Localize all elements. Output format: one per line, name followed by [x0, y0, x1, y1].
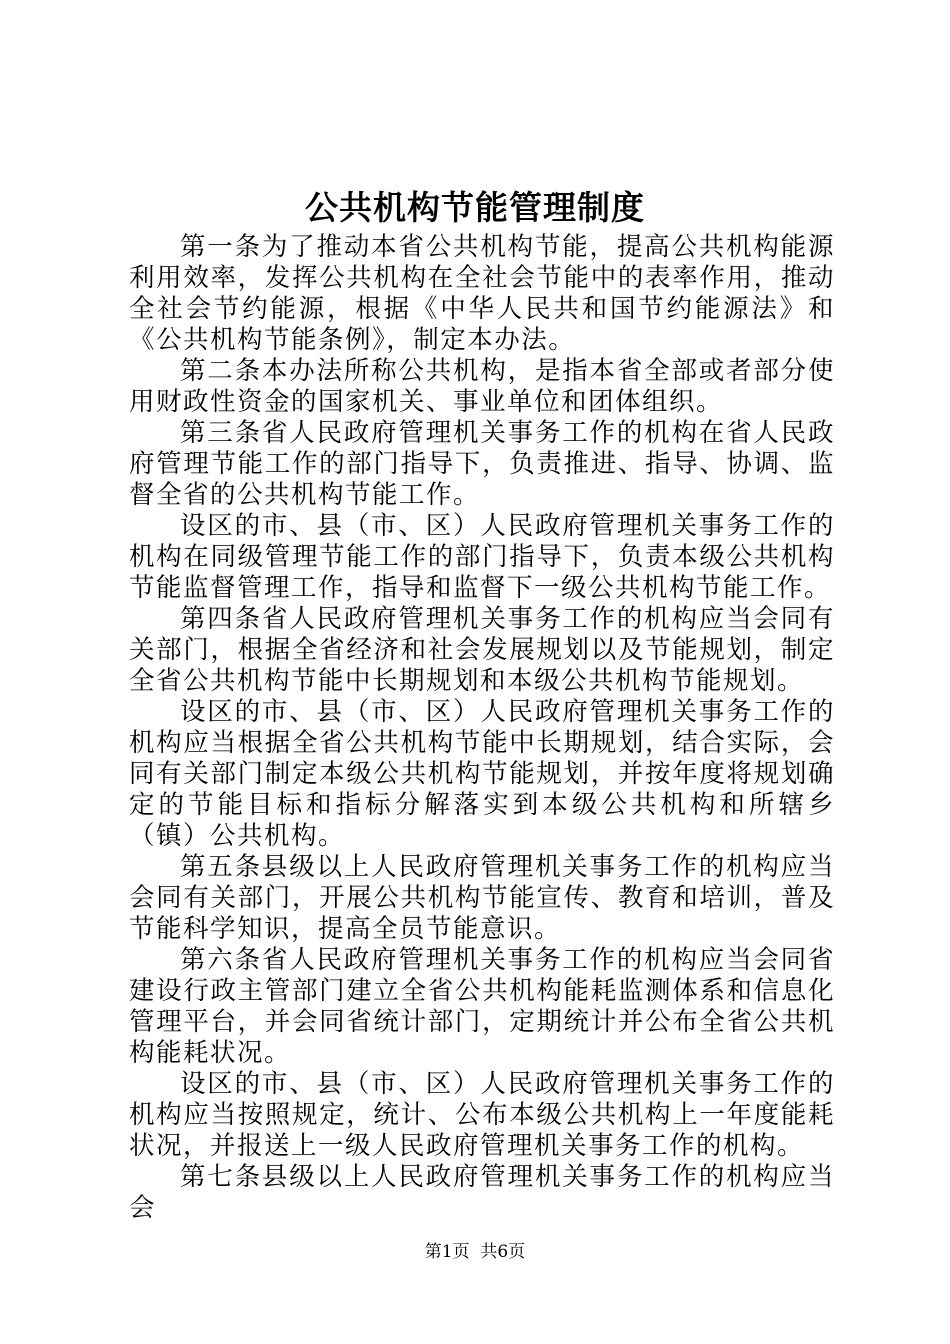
paragraph-article-1: 第一条为了推动本省公共机构节能，提高公共机构能源利用效率，发挥公共机构在全社会节能中的表率作用，推动全社会节约能源，根据《中华人民共和国节约能源法》和《公共机构节能条例》，制定本办法。 — [129, 232, 835, 355]
paragraph-article-4: 第四条省人民政府管理机关事务工作的机构应当会同有关部门，根据全省经济和社会发展规划以及节能规划，制定全省公共机构节能中长期规划和本级公共机构节能规划。 — [129, 604, 835, 696]
paragraph-article-6-cont: 设区的市、县（市、区）人民政府管理机关事务工作的机构应当按照规定，统计、公布本级公共机构上一年度能耗状况，并报送上一级人民政府管理机关事务工作的机构。 — [129, 1069, 835, 1161]
paragraph-article-2: 第二条本办法所称公共机构，是指本省全部或者部分使用财政性资金的国家机关、事业单位和团体组织。 — [129, 356, 835, 417]
page-footer — [0, 1240, 950, 1264]
paragraph-article-6: 第六条省人民政府管理机关事务工作的机构应当会同省建设行政主管部门建立全省公共机构能耗监测体系和信息化管理平台，并会同省统计部门，定期统计并公布全省公共机构能耗状况。 — [129, 945, 835, 1068]
paragraph-article-3: 第三条省人民政府管理机关事务工作的机构在省人民政府管理节能工作的部门指导下，负责推进、指导、协调、监督全省的公共机构节能工作。 — [129, 418, 835, 510]
paragraph-article-3-cont: 设区的市、县（市、区）人民政府管理机关事务工作的机构在同级管理节能工作的部门指导下，负责本级公共机构节能监督管理工作，指导和监督下一级公共机构节能工作。 — [129, 511, 835, 603]
paragraph-article-5: 第五条县级以上人民政府管理机关事务工作的机构应当会同有关部门，开展公共机构节能宣传、教育和培训，普及节能科学知识，提高全员节能意识。 — [129, 852, 835, 944]
document-body — [129, 232, 835, 1224]
paragraph-article-7: 第七条县级以上人民政府管理机关事务工作的机构应当会 — [129, 1162, 835, 1223]
document-title: 公共机构节能管理制度 — [305, 188, 645, 227]
page-number-label: 第1页 共6页 — [424, 1242, 526, 1262]
paragraph-article-4-cont: 设区的市、县（市、区）人民政府管理机关事务工作的机构应当根据全省公共机构节能中长期规划，结合实际，会同有关部门制定本级公共机构节能规划，并按年度将规划确定的节能目标和指标分解落实到本级公共机构和所辖乡（镇）公共机构。 — [129, 697, 835, 851]
